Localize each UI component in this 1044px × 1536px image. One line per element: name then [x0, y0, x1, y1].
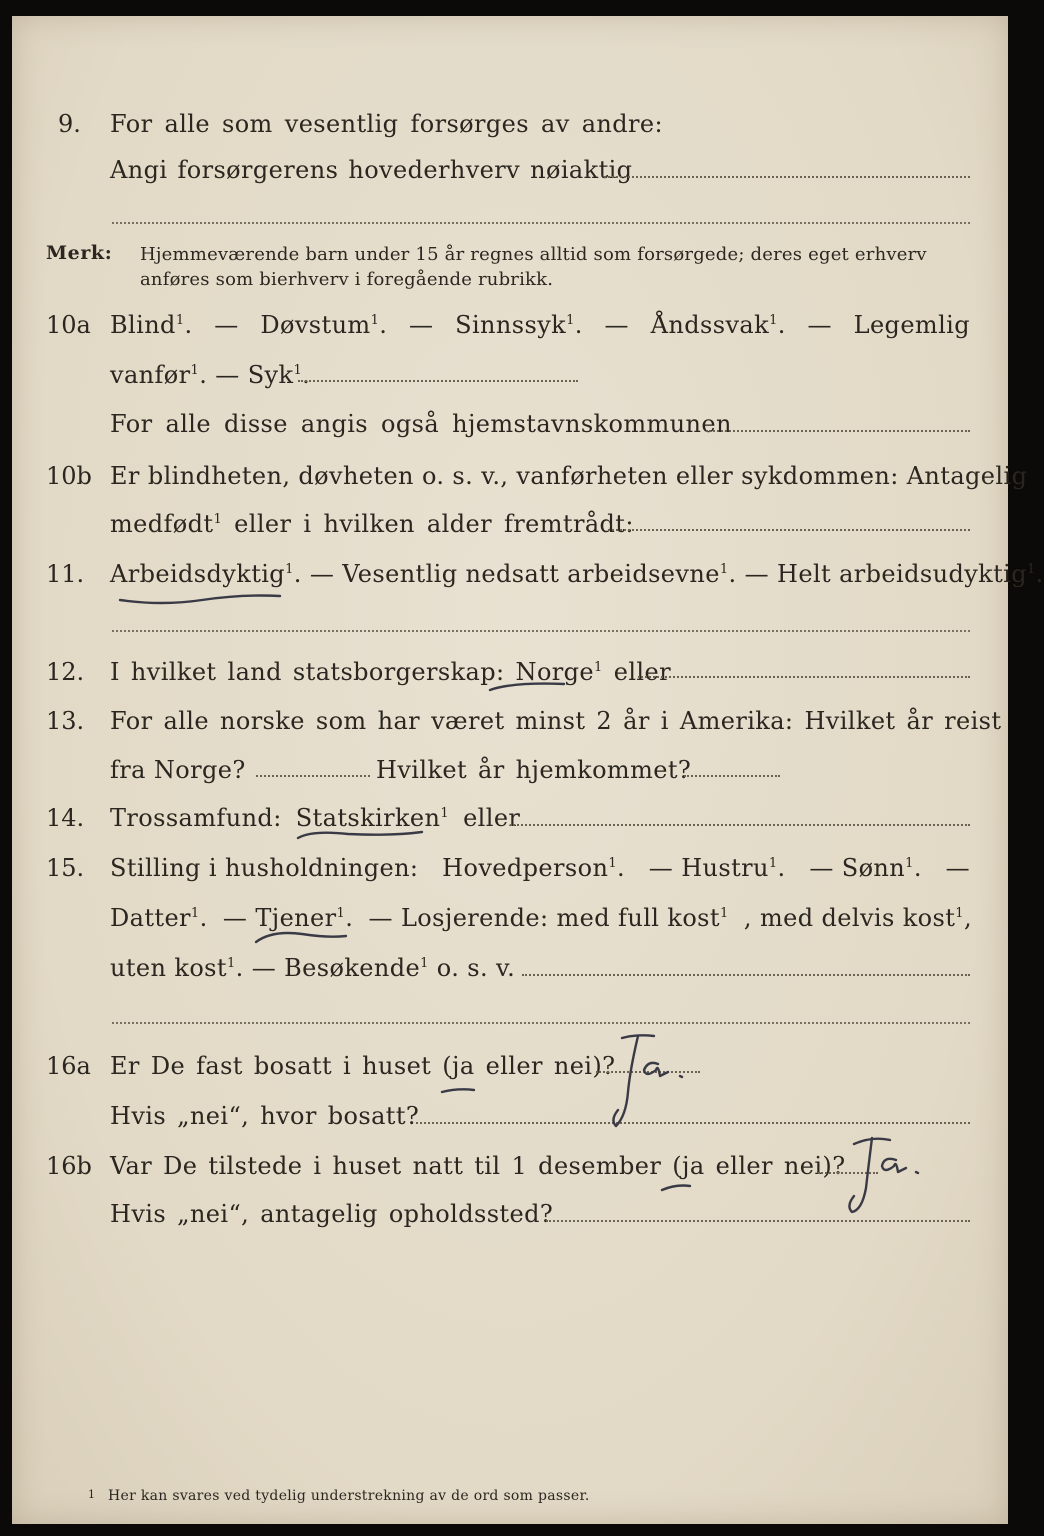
merk-label: Merk: — [46, 242, 113, 264]
underline-norge — [490, 684, 564, 690]
q13-line1: For alle norske som har været minst 2 år i Amerika: Hvilket år reist — [110, 707, 1002, 735]
q12-number: 12. — [46, 658, 85, 686]
q9-number: 9. — [58, 110, 81, 138]
q15-line1: Stilling i husholdningen: Hovedperson$^1$. — Hustru$^1$. — Sønn$^1$. — — [110, 854, 970, 882]
footnote-mark: 1 — [88, 1488, 95, 1501]
underline-ja-16b — [662, 1186, 690, 1191]
q9-line1: For alle som vesentlig forsørges av andre: — [110, 110, 664, 138]
q14-line: Trossamfund: Statskirken$^1$ eller — [110, 804, 521, 832]
q9-line2: Angi forsørgerens hovederhverv nøiaktig — [110, 156, 633, 184]
q15-number: 15. — [46, 854, 85, 882]
q16a-line1: Er De fast bosatt i huset (ja eller nei)? — [110, 1052, 616, 1080]
underline-statskirken — [298, 832, 422, 838]
option-andssvak: Åndssvak$^1$. — [650, 311, 786, 339]
option-statskirken: Statskirken$^1$ — [295, 804, 450, 832]
option-sinnssyk: Sinnssyk$^1$. — [455, 311, 583, 339]
option-dovstum: Døvstum$^1$. — [260, 311, 388, 339]
q10b-line2: medfødt$^1$ eller i hvilken alder fremtrådt: — [110, 510, 634, 538]
census-form-page — [12, 16, 1044, 1524]
option-legemlig: Legemlig — [853, 311, 970, 339]
q10a-line1: Blind$^1$. — Døvstum$^1$. — Sinnssyk$^1$. — Åndssvak$^1$. — Legemlig — [110, 311, 970, 339]
q10a-number: 10a — [46, 311, 91, 339]
option-syk: Syk$^1$. — [247, 361, 311, 389]
q16b-line2: Hvis „nei“, antagelig opholdssted? — [110, 1200, 554, 1228]
q13-line2a: fra Norge? — [110, 756, 246, 784]
underline-ja-16a — [442, 1089, 474, 1092]
q16b-line1: Var De tilstede i huset natt til 1 desember (ja eller nei)? — [110, 1152, 846, 1180]
handwritten-answer-16b — [832, 1130, 922, 1220]
option-norge: Norge$^1$ — [515, 658, 603, 686]
underline-tjener — [256, 933, 346, 942]
q15-line3: uten kost$^1$. — Besøkende$^1$ o. s. v. — [110, 954, 516, 982]
q16a-number: 16a — [46, 1052, 91, 1080]
q15-line2: Datter$^1$. — Tjener$^1$. — Losjerende: med full kost$^1$ , med delvis kost$^1$, — [110, 904, 972, 932]
q10b-number: 10b — [46, 462, 92, 490]
option-vanfor: vanfør$^1$. — [110, 361, 208, 389]
merk-line1: Hjemmeværende barn under 15 år regnes alltid som forsørgede; deres eget erhverv — [140, 244, 927, 265]
q13-line2b: Hvilket år hjemkommet? — [376, 756, 692, 784]
q16b-number: 16b — [46, 1152, 92, 1180]
q10a-line2: vanfør$^1$. — Syk$^1$. — [110, 361, 311, 389]
q10b-line1: Er blindheten, døvheten o. s. v., vanførheten eller sykdommen: Antagelig — [110, 462, 1028, 490]
merk-line2: anføres som bierhverv i foregående rubrikk. — [140, 269, 554, 290]
q16a-line2: Hvis „nei“, hvor bosatt? — [110, 1102, 420, 1130]
option-nedsatt: — Vesentlig nedsatt arbeidsevne$^1$. — [309, 560, 737, 588]
q14-number: 14. — [46, 804, 85, 832]
underline-arbeidsdyktig — [120, 596, 280, 604]
footnote-text: Her kan svares ved tydelig understrekning av de ord som passer. — [108, 1488, 590, 1504]
q10a-line3: For alle disse angis også hjemstavnskommunen — [110, 410, 732, 438]
option-tjener: — Tjener$^1$. — [222, 904, 354, 932]
option-arbeidsdyktig: Arbeidsdyktig$^1$. — [110, 560, 302, 588]
handwritten-answer-16a — [608, 1030, 688, 1130]
option-udyktig: — Helt arbeidsudyktig$^1$. — [744, 560, 1044, 588]
handwritten-marks — [12, 16, 1008, 1524]
q11-number: 11. — [46, 560, 85, 588]
q13-number: 13. — [46, 707, 85, 735]
q12-line: I hvilket land statsborgerskap: Norge$^1$ eller — [110, 658, 671, 686]
option-blind: Blind$^1$. — [110, 311, 193, 339]
